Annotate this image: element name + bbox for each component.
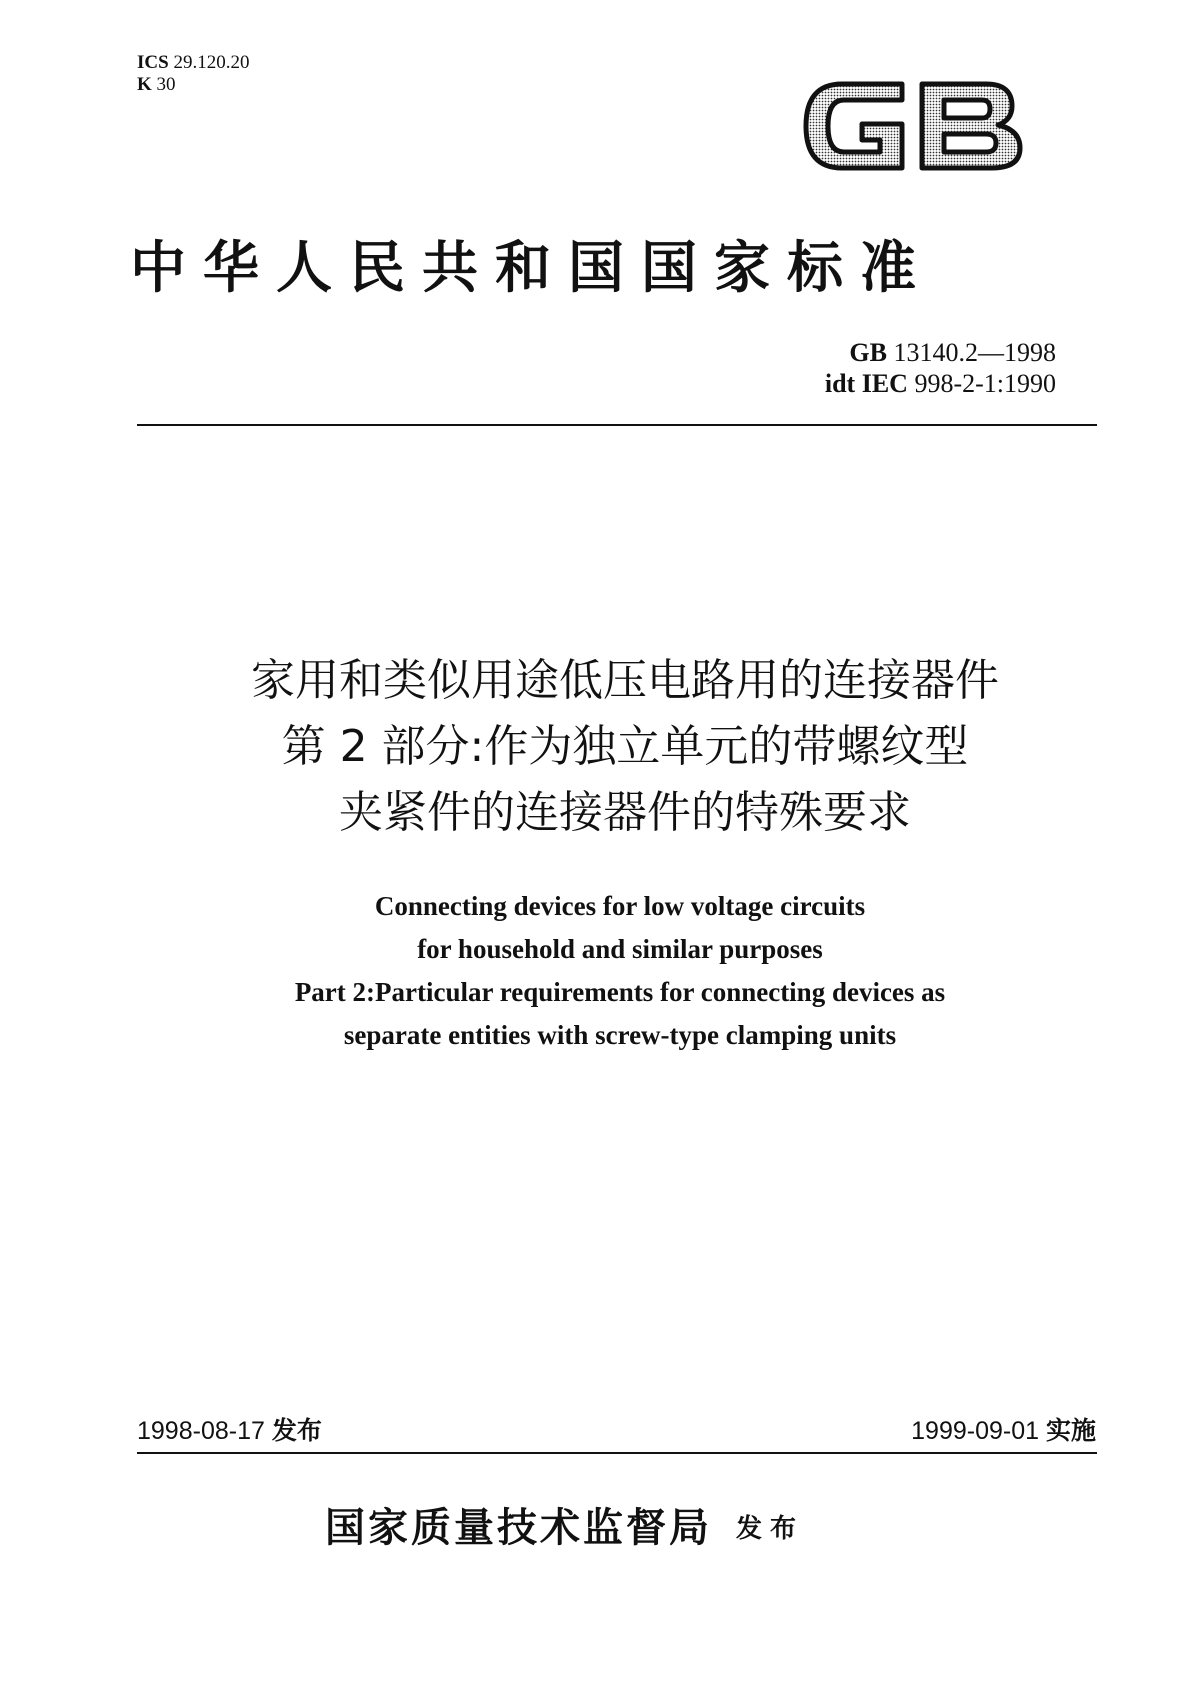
top-divider: [137, 424, 1097, 426]
bottom-divider: [137, 1452, 1097, 1454]
publisher-name: 国家质量技术监督局: [325, 1504, 712, 1551]
standard-numbers: [700, 337, 1056, 399]
gb-number: 13140.2—1998: [893, 338, 1056, 367]
idt-label: idt IEC: [824, 369, 908, 398]
classification-codes: [137, 52, 249, 96]
english-title-line: for household and similar purposes: [417, 934, 823, 964]
implement-label: 实施: [1045, 1416, 1096, 1445]
english-title: [120, 885, 1120, 1057]
gb-number-line: [700, 337, 1056, 368]
issue-label: 发布: [271, 1416, 322, 1445]
chinese-title: [100, 648, 1150, 846]
idt-line: [700, 368, 1056, 399]
publisher-suffix: 发布: [736, 1514, 805, 1544]
gb-logo: [800, 70, 1030, 182]
chinese-title-line: 第 2 部分:作为独立单元的带螺纹型: [281, 721, 969, 772]
ics-code: 29.120.20: [173, 52, 250, 73]
english-title-line: separate entities with screw-type clamping units: [343, 1020, 897, 1050]
implement-date-line: [780, 1415, 1096, 1447]
issue-date: 1998-08-17: [137, 1417, 265, 1445]
publisher: [325, 1500, 804, 1557]
national-standard-title: 中华人民共和国国家标准: [130, 235, 933, 301]
ics-line: [137, 52, 249, 74]
implement-date: 1999-09-01: [911, 1417, 1040, 1445]
issue-date-line: [137, 1415, 322, 1447]
chinese-title-line: 夹紧件的连接器件的特殊要求: [339, 787, 911, 838]
gb-label: GB: [849, 338, 887, 367]
chinese-title-line: 家用和类似用途低压电路用的连接器件: [251, 655, 999, 706]
ccs-line: [137, 74, 249, 96]
ccs-code: 30: [156, 74, 176, 95]
english-title-line: Part 2:Particular requirements for connecting devices as: [294, 977, 946, 1007]
english-title-line: Connecting devices for low voltage circuits: [374, 891, 866, 921]
ccs-label: K: [137, 74, 152, 95]
idt-number: 998-2-1:1990: [914, 369, 1056, 398]
ics-label: ICS: [137, 52, 169, 73]
